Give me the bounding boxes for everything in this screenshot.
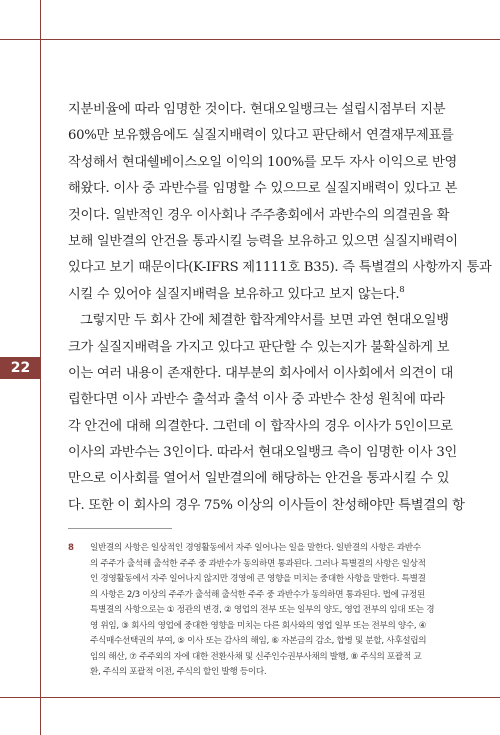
body-line: 이사의 과반수는 3인이다. 따라서 현대오일뱅크 측이 임명한 이사 3인 (68, 445, 457, 461)
body-line: 60%만 보유했음에도 실질지배력이 있다고 판단해서 연결재무제표를 (68, 128, 454, 144)
footnote-reference[interactable]: 8 (399, 284, 405, 295)
footnote-line: 특별결의 사항으로는 ① 정관의 변경, ② 영업의 전부 또는 일부의 양도, 영업 전부의 임대 또는 경 (90, 605, 435, 615)
footnote-line: 의 주주가 출석해 출석한 주주 중 과반수가 동의하면 통과된다. 그러나 특별결의 사항은 일상적 (90, 558, 426, 569)
footnote-line: 인 경영활동에서 자주 일어나지 않지만 경영에 큰 영향을 미치는 중대한 사항을 말한다. 특별결 (90, 574, 426, 584)
body-line: 작성해서 현대쉘베이스오일 이익의 100%를 모두 자사 이익으로 반영 (68, 154, 458, 170)
body-line: 보해 일반결의 안건을 통과시킬 능력을 보유하고 있으면 실질지배력이 (68, 233, 458, 249)
footnote-number: 8 (68, 543, 74, 553)
footnote-text (90, 541, 448, 681)
body-line: 다. 또한 이 회사의 경우 75% 이상의 이사들이 찬성해야만 특별결의 항 (68, 497, 465, 513)
footnote-line: 영 위임, ③ 회사의 영업에 중대한 영향을 미치는 다른 회사와의 영업 일부 또는 전부의 양수, ④ (90, 620, 427, 631)
body-line: 립한다면 이사 과반수 출석과 출석 이사 중 과반수 찬성 원칙에 따라 (68, 392, 445, 408)
body-line: 있다고 보기 때문이다(K-IFRS 제1111호 B35). 즉 특별결의 사항까지 통과 (68, 260, 492, 276)
body-line: 크가 실질지배력을 가지고 있다고 판단할 수 있는지가 불확실하게 보 (68, 339, 450, 355)
body-text (68, 97, 492, 519)
body-line: 이는 여러 내용이 존재한다. 대부분의 회사에서 이사회에서 의견이 대 (68, 365, 454, 381)
bottom-rule (0, 697, 500, 698)
body-line: 그렇지만 두 회사 간에 체결한 합작계약서를 보면 과연 현대오일뱅 (80, 313, 449, 329)
body-line: 것이다. 일반적인 경우 이사회나 주주총회에서 과반수의 의결권을 확 (68, 207, 450, 223)
footnote-line: 의 사항은 2/3 이상의 주주가 출석해 출석한 주주 중 과반수가 동의하면 통과된다. 법에 규정된 (90, 589, 426, 600)
footnote-separator (68, 528, 172, 529)
body-line-with-footnote (68, 282, 440, 308)
page-number: 22 (10, 360, 31, 376)
top-rule (0, 39, 500, 40)
page-number-tab (0, 357, 41, 379)
body-line: 해왔다. 이사 중 과반수를 임명할 수 있으므로 실질지배력이 있다고 본 (68, 181, 458, 197)
footnote-line: 주식매수선택권의 부여, ⑤ 이사 또는 감사의 해임, ⑥ 자본금의 감소, 합병 및 분할, 사후설립의 (90, 636, 427, 646)
footnote-line: 임의 해산, ⑦ 주주외의 자에 대한 전환사채 및 신주인수권부사채의 발행, ⑧ 주식의 포괄적 교 (90, 651, 422, 662)
body-line-text: 시킬 수 있어야 실질지배력을 보유하고 있다고 보지 않는다. (68, 286, 400, 302)
footnote-line: 일반결의 사항은 일상적인 경영활동에서 자주 일어나는 일을 말한다. 일반결의 사항은 과반수 (90, 543, 421, 553)
body-line: 지분비율에 따라 임명한 것이다. 현대오일뱅크는 설립시점부터 지분 (68, 102, 446, 117)
footnote-line: 환, 주식의 포괄적 이전, 주식의 할인 발행 등이다. (90, 667, 267, 677)
body-line: 각 안건에 대해 의결한다. 그런데 이 합작사의 경우 이사가 5인이므로 (68, 418, 453, 434)
body-line: 만으로 이사회를 열어서 일반결의에 해당하는 안건을 통과시킬 수 있 (68, 471, 450, 487)
